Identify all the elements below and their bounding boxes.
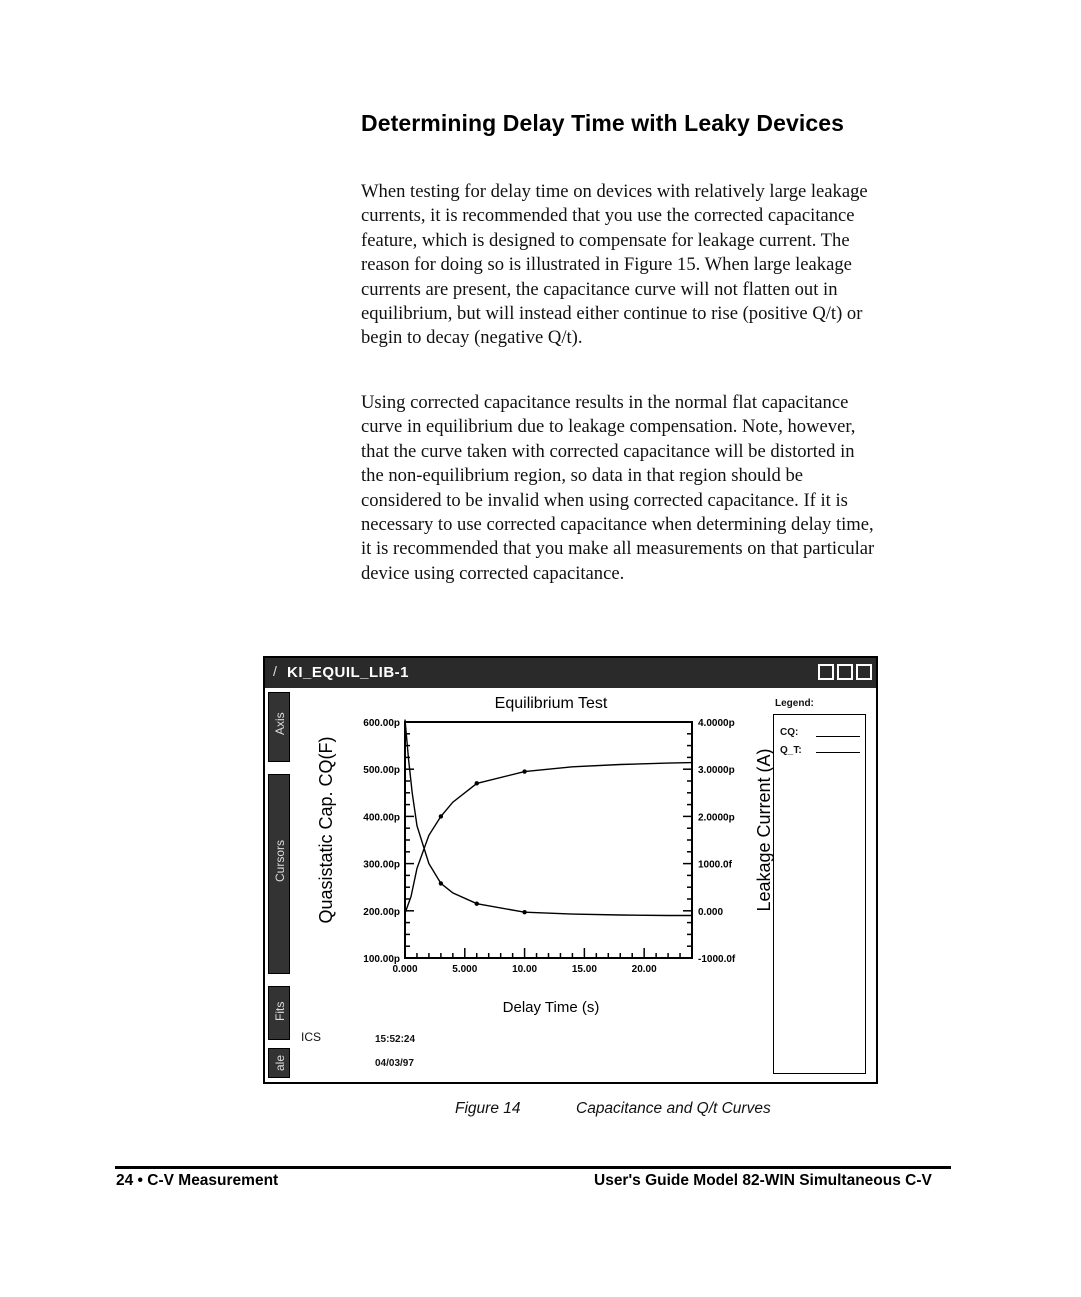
window-title: KI_EQUIL_LIB-1: [287, 664, 410, 681]
data-point: [522, 910, 526, 914]
x-tick-label: 0.000: [392, 964, 418, 975]
plot-frame: [405, 722, 692, 958]
legend-box: [773, 714, 866, 1074]
y2-axis-label: Leakage Current (A): [754, 748, 774, 912]
body-paragraph-2: Using corrected capacitance results in the normal flat capacitance curve in equilibrium due to leakage compensation. Note, however, that the curve taken with corrected capacitance will be distorted in the non-equilibrium region, so data in that region should be considered to be invalid when using corrected capacitance. If it is necessary to use corrected capacitance when determining delay time, it is recommended that you make all measurements on that particular device using corrected capacitance.: [361, 392, 875, 584]
tab-cursors-label: Cursors: [273, 839, 287, 882]
y2-tick-label: 2.0000p: [698, 812, 735, 824]
tab-scale-label: ale: [273, 1054, 287, 1071]
y2-tick-label: 3.0000p: [698, 765, 735, 777]
ics-label: ICS: [301, 1030, 322, 1044]
timestamp-time: 15:52:24: [375, 1034, 416, 1045]
y-axis-label: Quasistatic Cap. CQ(F): [316, 736, 336, 924]
figure-caption: Capacitance and Q/t Curves: [576, 1100, 771, 1117]
y2-tick-label: 1000.0f: [698, 859, 732, 871]
series-line-qt: [405, 720, 692, 916]
legend-item-cq: CQ:: [780, 727, 799, 738]
y2-tick-label: -1000.0f: [698, 954, 736, 965]
data-point: [522, 769, 526, 773]
footer-left: 24 • C-V Measurement: [116, 1172, 279, 1189]
tab-fits-label: Fits: [273, 1001, 287, 1021]
y2-tick-label: 4.0000p: [698, 718, 735, 729]
y-tick-label: 200.00p: [363, 906, 400, 918]
data-point: [475, 902, 479, 906]
legend-line-cq: [816, 736, 860, 737]
series-line-cq: [405, 763, 692, 914]
x-tick-label: 15.00: [571, 964, 597, 975]
x-axis-label: Delay Time (s): [502, 999, 600, 1016]
y-tick-label: 500.00p: [363, 765, 400, 777]
legend-line-qt: [816, 752, 860, 753]
data-point: [475, 781, 479, 785]
x-tick-label: 20.00: [631, 964, 657, 975]
legend-title: Legend:: [775, 698, 814, 709]
data-point: [439, 814, 443, 818]
figure-number: Figure 14: [455, 1100, 521, 1117]
chart-title: Equilibrium Test: [494, 695, 608, 712]
x-tick-label: 5.000: [452, 964, 478, 975]
y-tick-label: 100.00p: [363, 954, 400, 965]
page-heading: Determining Delay Time with Leaky Devices: [361, 110, 845, 136]
data-point: [439, 881, 443, 885]
y2-tick-label: 0.000: [698, 906, 724, 918]
footer-right: User's Guide Model 82-WIN Simultaneous C-V: [594, 1172, 932, 1189]
window-icon: /: [273, 663, 277, 679]
body-paragraph-1: When testing for delay time on devices with relatively large leakage currents, it is recommended that you use the corrected capacitance feature, which is designed to compensate for leakage current. The reason for doing so is illustrated in Figure 15. When large leakage currents are present, the capacitance curve will not flatten out in equilibrium, but will instead either continue to rise (positive Q/t) or begin to decay (negative Q/t).: [361, 181, 868, 349]
footer-rule: [115, 1166, 951, 1169]
legend-item-qt: Q_T:: [780, 745, 802, 756]
y-tick-label: 300.00p: [363, 859, 400, 871]
timestamp-date: 04/03/97: [375, 1058, 414, 1069]
y-tick-label: 400.00p: [363, 812, 400, 824]
x-tick-label: 10.00: [512, 964, 538, 975]
y-tick-label: 600.00p: [363, 718, 400, 729]
graph-window: [263, 656, 878, 1084]
tab-axis-label: Axis: [273, 712, 287, 735]
